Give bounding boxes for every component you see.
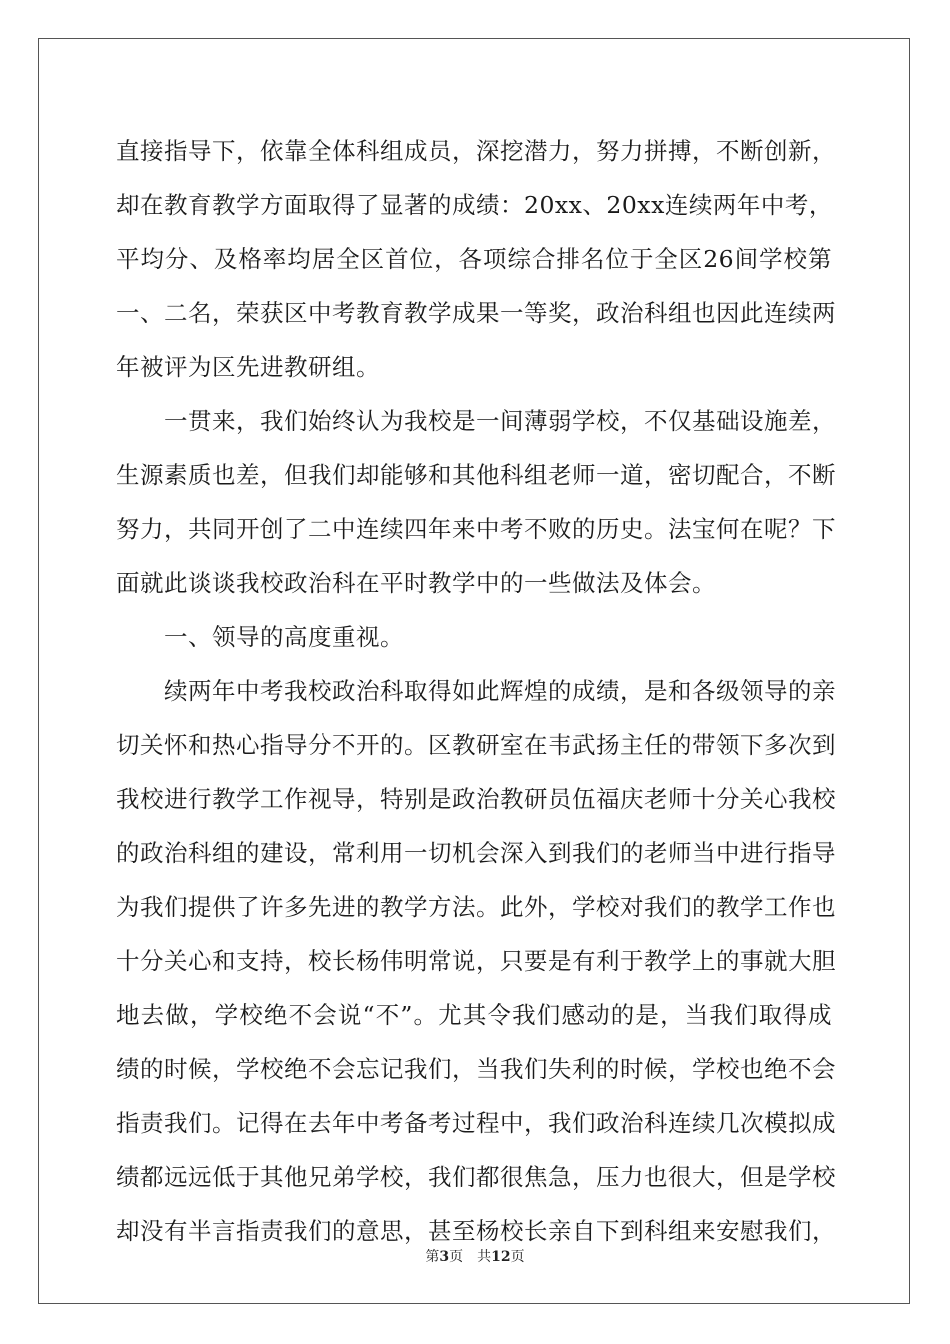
text-line: 平均分、及格率均居全区首位，各项综合排名位于全区26间学校第	[116, 245, 832, 273]
text-line: 我校进行教学工作视导，特别是政治教研员伍福庆老师十分关心我校	[116, 785, 836, 813]
text-line: 一、二名，荣获区中考教育教学成果一等奖，政治科组也因此连续两	[116, 299, 836, 327]
text-line: 一贯来，我们始终认为我校是一间薄弱学校，不仅基础设施差，	[116, 407, 836, 435]
text-line: 续两年中考我校政治科取得如此辉煌的成绩，是和各级领导的亲	[116, 677, 836, 705]
text-line: 年被评为区先进教研组。	[116, 353, 380, 381]
text-line: 十分关心和支持，校长杨伟明常说，只要是有利于教学上的事就大胆	[116, 947, 836, 975]
text-line: 地去做，学校绝不会说“不”。尤其令我们感动的是，当我们取得成	[116, 1001, 832, 1029]
text-line: 却在教育教学方面取得了显著的成绩：20xx、20xx连续两年中考，	[116, 191, 833, 219]
text-line: 却没有半言指责我们的意思，甚至杨校长亲自下到科组来安慰我们，	[116, 1217, 836, 1245]
text-line: 指责我们。记得在去年中考备考过程中，我们政治科连续几次模拟成	[116, 1109, 836, 1137]
text-line: 绩的时候，学校绝不会忘记我们，当我们失利的时候，学校也绝不会	[116, 1055, 836, 1083]
document-body	[116, 124, 836, 1258]
text-line: 为我们提供了许多先进的教学方法。此外，学校对我们的教学工作也	[116, 893, 836, 921]
text-line: 面就此谈谈我校政治科在平时教学中的一些做法及体会。	[116, 569, 716, 597]
total-suffix: 页	[510, 1249, 525, 1265]
text-line: 直接指导下，依靠全体科组成员，深挖潜力，努力拼搏，不断创新，	[116, 137, 836, 165]
page-prefix: 第	[425, 1249, 440, 1265]
text-line: 努力，共同开创了二中连续四年来中考不败的历史。法宝何在呢？下	[116, 515, 836, 543]
page-footer	[0, 1246, 950, 1266]
total-prefix: 共	[477, 1249, 492, 1265]
page-number: 3	[439, 1249, 450, 1265]
text-line: 切关怀和热心指导分不开的。区教研室在韦武扬主任的带领下多次到	[116, 731, 836, 759]
text-line: 一、领导的高度重视。	[116, 623, 404, 651]
page-suffix: 页	[449, 1249, 464, 1265]
text-line: 绩都远远低于其他兄弟学校，我们都很焦急，压力也很大，但是学校	[116, 1163, 836, 1191]
total-pages: 12	[491, 1249, 511, 1265]
text-line: 的政治科组的建设，常利用一切机会深入到我们的老师当中进行指导	[116, 839, 836, 867]
text-line: 生源素质也差，但我们却能够和其他科组老师一道，密切配合，不断	[116, 461, 836, 489]
